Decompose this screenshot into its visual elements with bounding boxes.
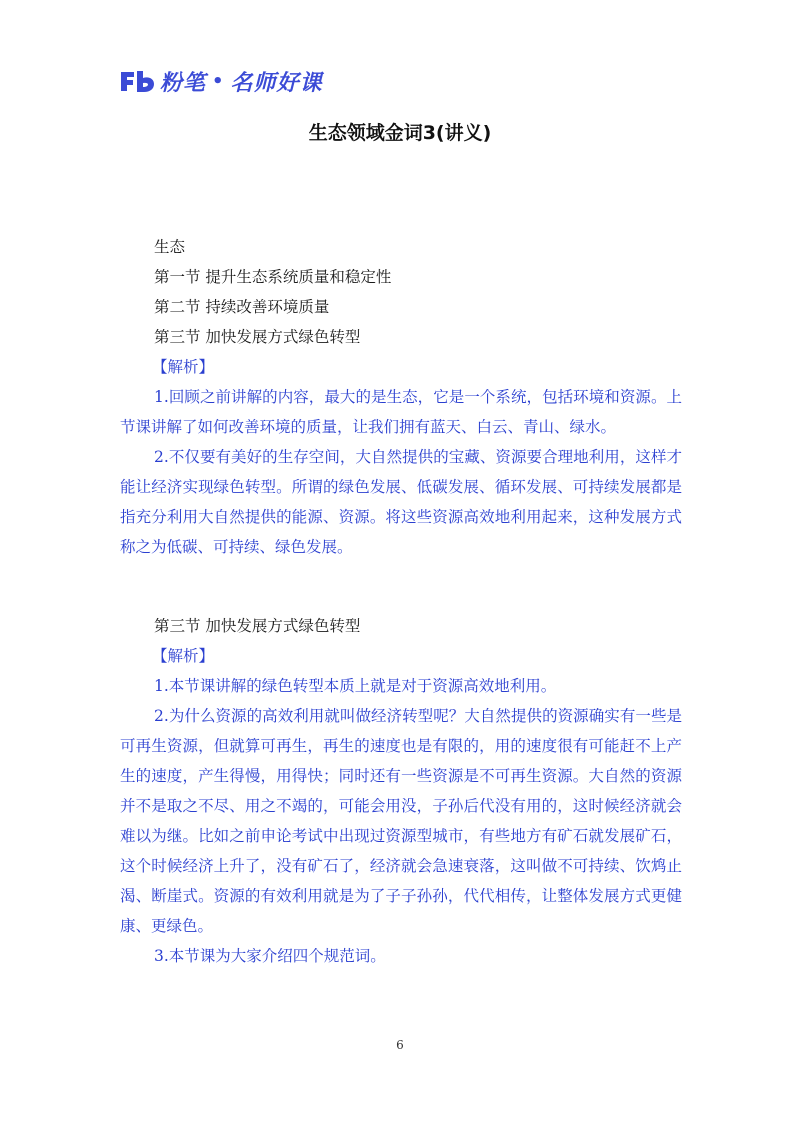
brand-logo	[118, 66, 323, 96]
analysis-paragraph: 1.本节课讲解的绿色转型本质上就是对于资源高效地利用。	[154, 677, 557, 695]
fenbi-logo-icon	[118, 68, 156, 94]
outline-section-2: 第二节 持续改善环境质量	[154, 298, 330, 316]
brand-name: 粉笔	[160, 70, 207, 96]
analysis-paragraph: 1.回顾之前讲解的内容，最大的是生态，它是一个系统，包括环境和资源。上节课讲解了如何改善环境的质量，让我们拥有蓝天、白云、青山、绿水。	[120, 388, 682, 436]
section-heading: 第三节 加快发展方式绿色转型	[154, 617, 361, 635]
brand-slogan: 名师好课	[230, 70, 323, 96]
analysis-paragraph: 2.为什么资源的高效利用就叫做经济转型呢？大自然提供的资源确实有一些是可再生资源，但就算可再生，再生的速度也是有限的，用的速度很有可能赶不上产生的速度，产生得慢，用得快；同时还有一些资源是不可再生资源。大自然的资源并不是取之不尽、用之不竭的，可能会用没，子孙后代没有用的，这时候经济就会难以为继。比如之前申论考试中出现过资源型城市，有些地方有矿石就发展矿石，这个时候经济上升了，没有矿石了，经济就会急速衰落，这叫做不可持续、饮鸩止渴、断崖式。资源的有效利用就是为了子子孙孙，代代相传，让整体发展方式更健康、更绿色。	[120, 707, 682, 935]
brand-separator: •	[212, 70, 225, 92]
page-number: 6	[396, 1038, 404, 1052]
analysis-label: 【解析】	[152, 647, 215, 665]
analysis-paragraph: 2.不仅要有美好的生存空间，大自然提供的宝藏、资源要合理地利用，这样才能让经济实现绿色转型。所谓的绿色发展、低碳发展、循环发展、可持续发展都是指充分利用大自然提供的能源、资源。将这些资源高效地利用起来，这种发展方式称之为低碳、可持续、绿色发展。	[120, 448, 682, 556]
section-1	[120, 232, 682, 562]
document-title: 生态领域金词3(讲义)	[308, 122, 492, 144]
section-2	[120, 611, 682, 971]
outline-section-1: 第一节 提升生态系统质量和稳定性	[154, 268, 392, 286]
outline-topic: 生态	[154, 238, 186, 256]
analysis-label: 【解析】	[152, 358, 215, 376]
analysis-paragraph: 3.本节课为大家介绍四个规范词。	[154, 947, 386, 965]
outline-section-3: 第三节 加快发展方式绿色转型	[154, 328, 361, 346]
